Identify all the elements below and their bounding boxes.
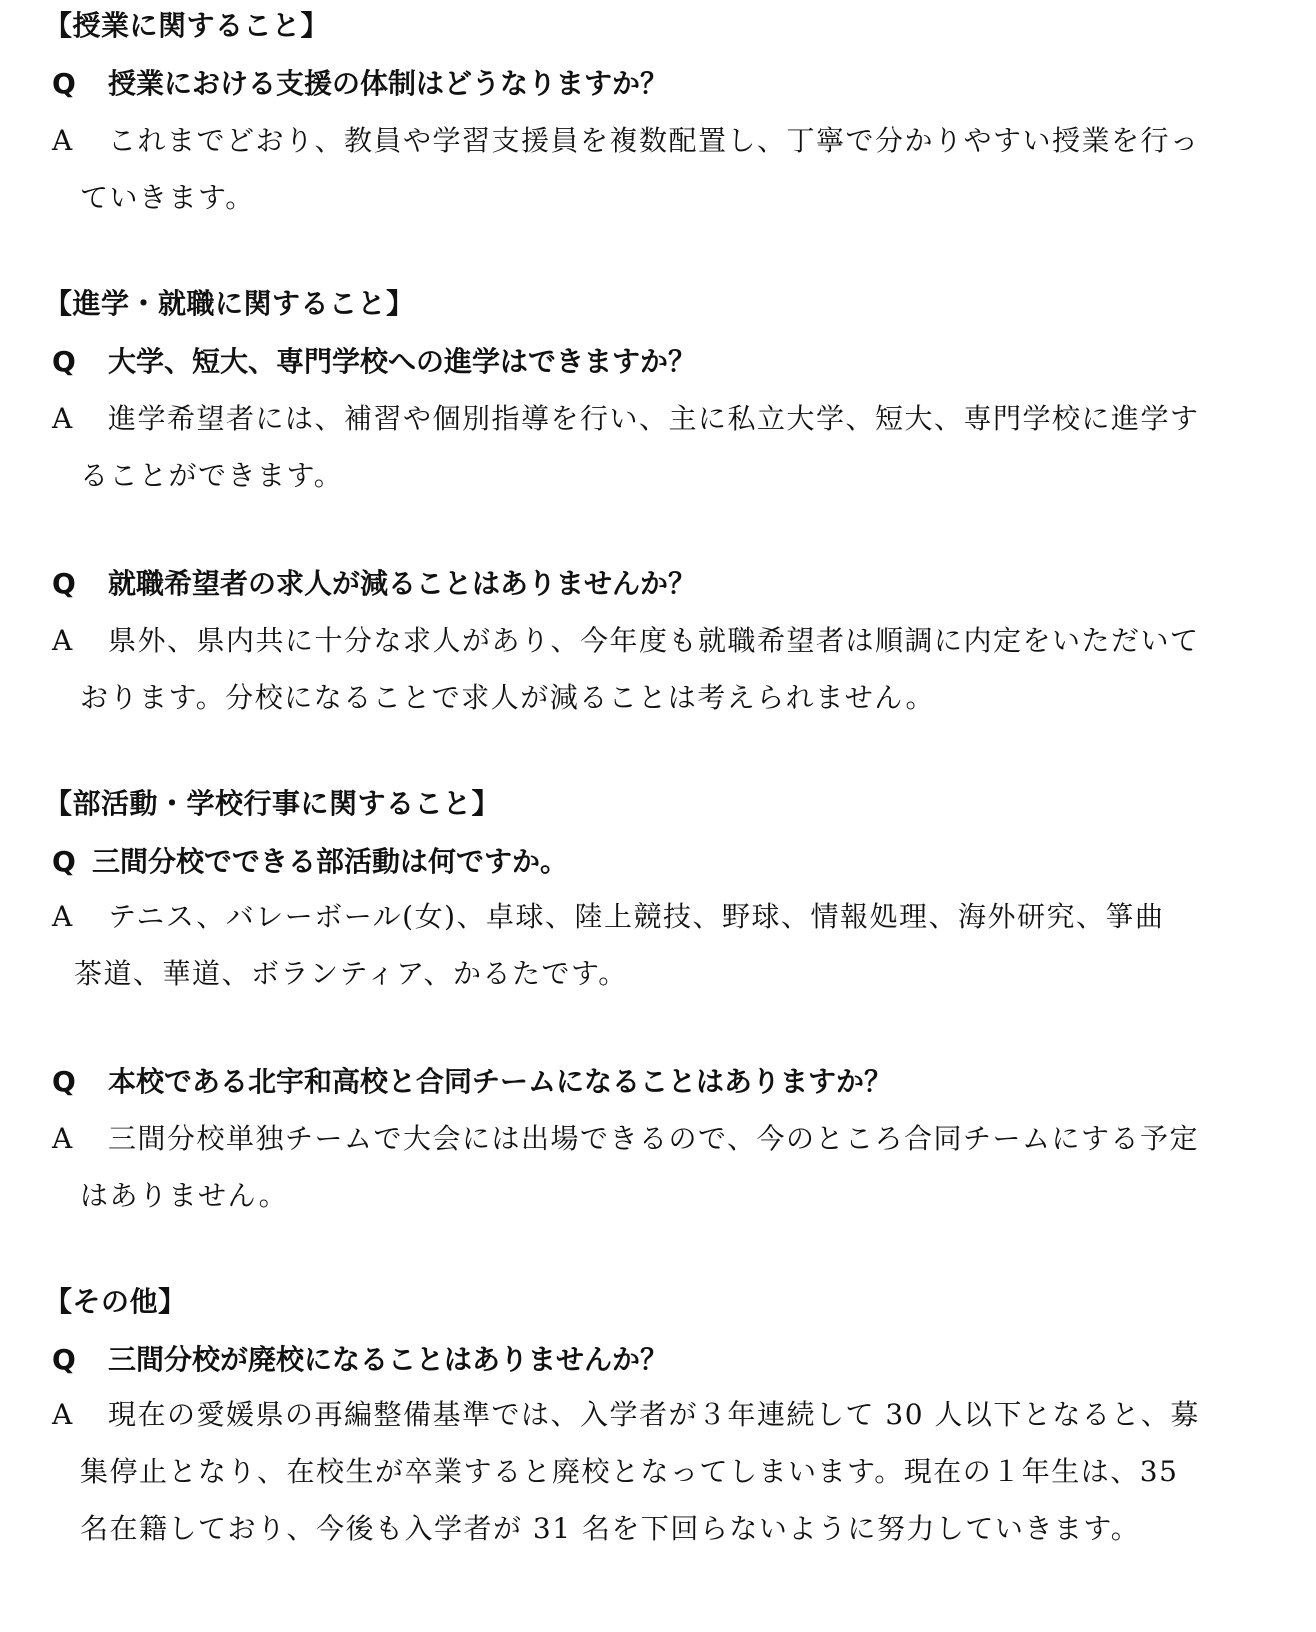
answer-joint-team [52,1110,1268,1224]
answer-line: これまでどおり、教員や学習支援員を複数配置し、丁寧で分かりやすい授業を行っ [108,124,1200,157]
q-mark: Q [52,567,76,600]
answer-job-offers [52,612,1268,726]
answer-line: おります。分校になることで求人が減ることは考えられません。 [80,681,935,714]
answer-line: 現在の愛媛県の再編整備基準では、入学者が３年連続して 30 人以下となると、募 [108,1398,1200,1431]
q-mark: Q [52,1343,76,1376]
answer-line: はありません。 [80,1179,289,1212]
answer-line: ていきます。 [80,181,255,214]
q-mark: Q [52,845,76,878]
answer-line: 茶道、華道、ボランティア、かるたです。 [74,957,628,990]
answer-closure [52,1386,1268,1557]
section-heading-clubs: 【部活動・学校行事に関すること】 [44,787,501,820]
question-joint-team [52,1062,892,1102]
section-heading-classes: 【授業に関すること】 [44,9,330,42]
question-text: 本校である北宇和高校と合同チームになることはありますか？ [108,1065,893,1098]
a-mark: A [52,624,74,657]
a-mark: A [52,1122,74,1155]
a-mark: A [52,900,74,933]
question-university [52,342,696,382]
question-closure [52,1340,668,1380]
question-clubs [52,842,568,882]
answer-line: 三間分校単独チームで大会には出場できるので、今のところ合同チームにする予定 [108,1122,1199,1155]
section-heading-career: 【進学・就職に関すること】 [44,287,415,320]
a-mark: A [52,124,74,157]
answer-line: 集停止となり、在校生が卒業すると廃校となってしまいます。現在の１年生は、35 [80,1455,1179,1488]
question-text: 三間分校が廃校になることはありませんか？ [108,1343,669,1376]
answer-line: 進学希望者には、補習や個別指導を行い、主に私立大学、短大、専門学校に進学す [108,402,1200,435]
answer-line: 県外、県内共に十分な求人があり、今年度も就職希望者は順調に内定をいただいて [108,624,1200,657]
question-text: 就職希望者の求人が減ることはありませんか？ [108,567,697,600]
a-mark: A [52,1398,74,1431]
q-mark: Q [52,1065,76,1098]
question-job-offers [52,564,696,604]
a-mark: A [52,402,74,435]
answer-university [52,390,1268,504]
question-text: 大学、短大、専門学校への進学はできますか？ [108,345,697,378]
answer-support-system [52,112,1268,226]
answer-line: ることができます。 [80,459,344,492]
question-support-system [52,64,668,104]
question-text: 三間分校でできる部活動は何ですか。 [92,845,569,878]
answer-line: 名在籍しており、今後も入学者が 31 名を下回らないように努力していきます。 [80,1512,1141,1545]
answer-clubs [52,888,1268,1002]
section-heading-other: 【その他】 [44,1285,187,1318]
q-mark: Q [52,345,76,378]
q-mark: Q [52,67,76,100]
answer-line: テニス、バレーボール(女)、卓球、陸上競技、野球、情報処理、海外研究、箏曲 [108,900,1165,933]
question-text: 授業における支援の体制はどうなりますか？ [108,67,669,100]
